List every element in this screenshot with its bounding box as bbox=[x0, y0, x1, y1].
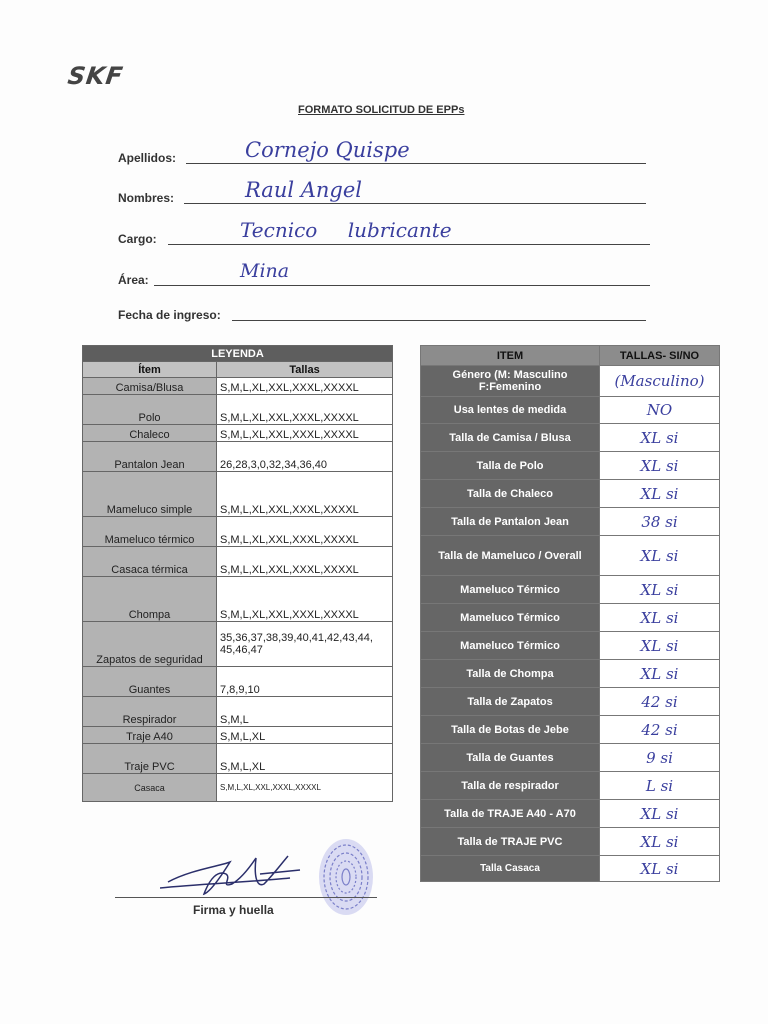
items-row bbox=[421, 366, 720, 397]
legend-col-sizes: Tallas bbox=[217, 362, 393, 378]
cargo-value[interactable]: Tecnico lubricante bbox=[240, 218, 452, 242]
legend-item: Chaleco bbox=[83, 425, 217, 442]
items-row bbox=[421, 660, 720, 688]
items-answer[interactable]: XL si bbox=[600, 632, 720, 660]
signature-label: Firma y huella bbox=[193, 903, 274, 917]
legend-row bbox=[83, 547, 393, 577]
nombres-label: Nombres: bbox=[118, 191, 175, 205]
fecha-line bbox=[232, 320, 646, 321]
legend-row bbox=[83, 697, 393, 727]
items-row bbox=[421, 800, 720, 828]
items-item: Usa lentes de medida bbox=[421, 397, 600, 424]
legend-row bbox=[83, 517, 393, 547]
legend-item: Casaca bbox=[83, 774, 217, 802]
items-item: Talla de Camisa / Blusa bbox=[421, 424, 600, 452]
cargo-label: Cargo: bbox=[118, 232, 157, 246]
items-row bbox=[421, 632, 720, 660]
items-item: Talla Casaca bbox=[421, 856, 600, 882]
items-item: Mameluco Térmico bbox=[421, 632, 600, 660]
cargo-line bbox=[168, 244, 650, 245]
items-item: Talla de TRAJE PVC bbox=[421, 828, 600, 856]
items-row bbox=[421, 424, 720, 452]
items-answer[interactable]: XL si bbox=[600, 604, 720, 632]
legend-row bbox=[83, 395, 393, 425]
items-item: Talla de Botas de Jebe bbox=[421, 716, 600, 744]
legend-item: Guantes bbox=[83, 667, 217, 697]
items-row bbox=[421, 480, 720, 508]
items-answer[interactable]: L si bbox=[600, 772, 720, 800]
items-item: Mameluco Térmico bbox=[421, 604, 600, 632]
legend-sizes: S,M,L bbox=[217, 697, 393, 727]
apellidos-value[interactable]: Cornejo Quispe bbox=[245, 138, 410, 162]
items-col-answer: TALLAS- SI/NO bbox=[600, 346, 720, 366]
items-row bbox=[421, 772, 720, 800]
items-item: Talla de Chaleco bbox=[421, 480, 600, 508]
items-answer[interactable]: 38 si bbox=[600, 508, 720, 536]
legend-item: Chompa bbox=[83, 577, 217, 622]
items-item: Talla de Guantes bbox=[421, 744, 600, 772]
signature-line bbox=[115, 897, 377, 898]
legend-sizes: S,M,L,XL,XXL,XXXL,XXXXL bbox=[217, 577, 393, 622]
signature-scribble bbox=[160, 848, 310, 900]
legend-row bbox=[83, 577, 393, 622]
items-answer[interactable]: XL si bbox=[600, 828, 720, 856]
items-answer[interactable]: XL si bbox=[600, 480, 720, 508]
legend-sizes: S,M,L,XL,XXL,XXXL,XXXXL bbox=[217, 472, 393, 517]
skf-logo: SKF bbox=[66, 62, 126, 90]
items-answer[interactable]: 9 si bbox=[600, 744, 720, 772]
legend-item: Traje A40 bbox=[83, 727, 217, 744]
items-item: Género (M: Masculino F:Femenino bbox=[421, 366, 600, 397]
area-value[interactable]: Mina bbox=[240, 260, 290, 282]
items-item: Talla de Pantalon Jean bbox=[421, 508, 600, 536]
items-item: Talla de Polo bbox=[421, 452, 600, 480]
legend-item: Mameluco térmico bbox=[83, 517, 217, 547]
legend-sizes: S,M,L,XL,XXL,XXXL,XXXXL bbox=[217, 774, 393, 802]
legend-sizes: S,M,L,XL,XXL,XXXL,XXXXL bbox=[217, 517, 393, 547]
items-answer[interactable]: XL si bbox=[600, 536, 720, 576]
items-row bbox=[421, 688, 720, 716]
items-row bbox=[421, 452, 720, 480]
legend-sizes: S,M,L,XL bbox=[217, 727, 393, 744]
legend-item: Respirador bbox=[83, 697, 217, 727]
items-row bbox=[421, 508, 720, 536]
items-answer[interactable]: XL si bbox=[600, 424, 720, 452]
legend-item: Casaca térmica bbox=[83, 547, 217, 577]
legend-row bbox=[83, 727, 393, 744]
items-row bbox=[421, 716, 720, 744]
legend-col-item: Ítem bbox=[83, 362, 217, 378]
legend-sizes: S,M,L,XL,XXL,XXXL,XXXXL bbox=[217, 378, 393, 395]
apellidos-line bbox=[186, 163, 646, 164]
legend-row bbox=[83, 442, 393, 472]
legend-item: Zapatos de seguridad bbox=[83, 622, 217, 667]
items-item: Mameluco Térmico bbox=[421, 576, 600, 604]
fingerprint-icon bbox=[316, 833, 376, 917]
items-col-item: ITEM bbox=[421, 346, 600, 366]
items-row bbox=[421, 397, 720, 424]
legend-row bbox=[83, 774, 393, 802]
items-answer[interactable]: XL si bbox=[600, 452, 720, 480]
items-item: Talla de Mameluco / Overall bbox=[421, 536, 600, 576]
items-item: Talla de Zapatos bbox=[421, 688, 600, 716]
items-item: Talla de TRAJE A40 - A70 bbox=[421, 800, 600, 828]
form-title: FORMATO SOLICITUD DE EPPs bbox=[298, 104, 465, 116]
legend-row bbox=[83, 378, 393, 395]
items-item: Talla de Chompa bbox=[421, 660, 600, 688]
items-row bbox=[421, 856, 720, 882]
legend-sizes: S,M,L,XL,XXL,XXXL,XXXXL bbox=[217, 425, 393, 442]
legend-row bbox=[83, 622, 393, 667]
items-row bbox=[421, 576, 720, 604]
legend-item: Mameluco simple bbox=[83, 472, 217, 517]
items-item: Talla de respirador bbox=[421, 772, 600, 800]
items-row bbox=[421, 828, 720, 856]
legend-table bbox=[82, 345, 393, 802]
items-row bbox=[421, 744, 720, 772]
legend-sizes: 7,8,9,10 bbox=[217, 667, 393, 697]
legend-title: LEYENDA bbox=[83, 346, 393, 362]
area-line bbox=[154, 285, 650, 286]
legend-item: Camisa/Blusa bbox=[83, 378, 217, 395]
nombres-line bbox=[184, 203, 646, 204]
legend-row bbox=[83, 472, 393, 517]
legend-row bbox=[83, 667, 393, 697]
legend-item: Polo bbox=[83, 395, 217, 425]
apellidos-label: Apellidos: bbox=[118, 151, 177, 165]
legend-sizes: 35,36,37,38,39,40,41,42,43,44, 45,46,47 bbox=[217, 622, 393, 667]
legend-sizes: S,M,L,XL,XXL,XXXL,XXXXL bbox=[217, 395, 393, 425]
items-answer[interactable]: 42 si bbox=[600, 716, 720, 744]
legend-sizes: 26,28,3,0,32,34,36,40 bbox=[217, 442, 393, 472]
items-table bbox=[420, 345, 720, 882]
legend-item: Traje PVC bbox=[83, 744, 217, 774]
items-answer[interactable]: XL si bbox=[600, 856, 720, 882]
legend-sizes: S,M,L,XL bbox=[217, 744, 393, 774]
items-answer[interactable]: XL si bbox=[600, 800, 720, 828]
items-answer[interactable]: XL si bbox=[600, 576, 720, 604]
legend-row bbox=[83, 425, 393, 442]
area-label: Área: bbox=[118, 273, 149, 287]
legend-item: Pantalon Jean bbox=[83, 442, 217, 472]
items-row bbox=[421, 604, 720, 632]
items-answer[interactable]: (Masculino) bbox=[600, 366, 720, 397]
items-answer[interactable]: NO bbox=[600, 397, 720, 424]
fecha-label: Fecha de ingreso: bbox=[118, 308, 221, 322]
nombres-value[interactable]: Raul Angel bbox=[245, 178, 363, 202]
items-row bbox=[421, 536, 720, 576]
legend-sizes: S,M,L,XL,XXL,XXXL,XXXXL bbox=[217, 547, 393, 577]
legend-row bbox=[83, 744, 393, 774]
items-answer[interactable]: 42 si bbox=[600, 688, 720, 716]
items-answer[interactable]: XL si bbox=[600, 660, 720, 688]
